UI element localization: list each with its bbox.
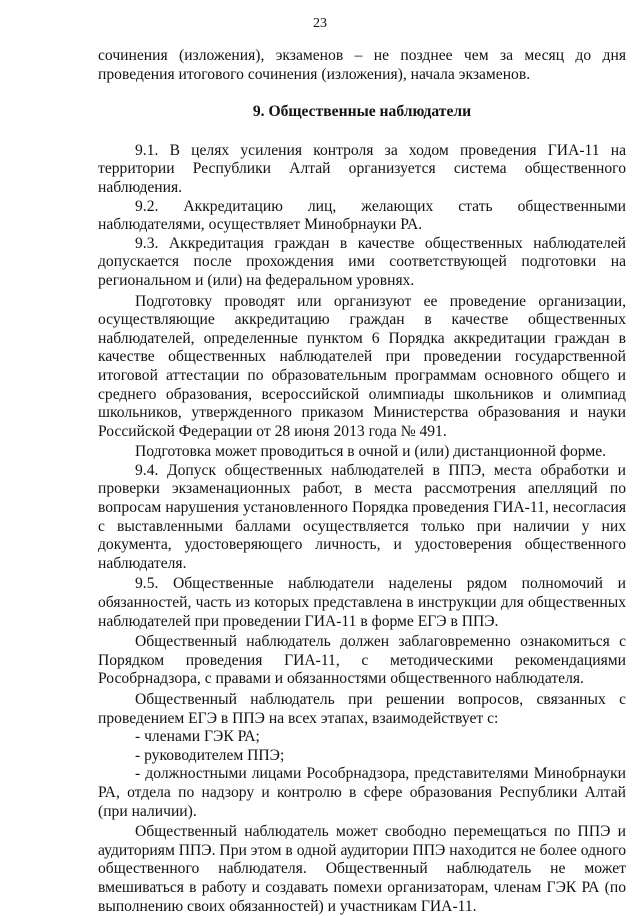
intro-paragraph: сочинения (изложения), экзаменов – не позднее чем за месяц до дня проведения итогового сочинения (изложения), начала экзаменов. <box>98 47 626 83</box>
paragraph-9-2: 9.2. Аккредитацию лиц, желающих стать общественными наблюдателями, осуществляет Минобрнауки РА. <box>98 197 626 234</box>
paragraph-9-5: 9.5. Общественные наблюдатели наделены рядом полномочий и обязанностей, часть из которых представлена в инструкции для общественных наблюдателей при проведении ГИА-11 в форме ЕГЭ в ППЭ. <box>98 575 626 630</box>
list-item: - должностными лицами Рособрнадзора, представителями Минобрнауки РА, отдела по надзору и контролю в сфере образования Республики Алтай (при наличии). <box>98 765 626 820</box>
paragraph-training: Подготовку проводят или организуют ее проведение организации, осуществляющие аккредитацию граждан в качестве общественных наблюдателей, определенные пунктом 6 Порядка аккредитации граждан в качестве общественных наблюдателей при проведении государственной итоговой аттестации по образовательным программам основного общего и среднего образования, всероссийской олимпиады школьников и олимпиад школьников, утвержденного приказом Министерства образования и науки Российской Федерации от 28 июня 2013 года № 491. <box>98 292 626 440</box>
paragraph-familiarize: Общественный наблюдатель должен заблаговременно ознакомиться с Порядком проведения ГИА-11, с методическими рекомендациями Рособрнадзора, с правами и обязанностями общественного наблюдателя. <box>98 633 626 688</box>
document-body <box>98 47 626 916</box>
paragraph-training-form: Подготовка может проводиться в очной и (или) дистанционной форме. <box>135 443 607 461</box>
list-item: - руководителем ППЭ; <box>135 746 285 764</box>
paragraph-9-1: 9.1. В целях усиления контроля за ходом проведения ГИА-11 на территории Республики Алтай организуется система общественного наблюдения. <box>98 141 626 196</box>
paragraph-interacts: Общественный наблюдатель при решении вопросов, связанных с проведением ЕГЭ в ППЭ на всех этапах, взаимодействует с: <box>98 691 626 727</box>
paragraph-movement: Общественный наблюдатель может свободно перемещаться по ППЭ и аудиториям ППЭ. При этом в одной аудитории ППЭ находится не более одного общественного наблюдателя. Общественный наблюдатель не может вмешиваться в работу и создавать помехи организаторам, членам ГЭК РА (по выполнению своих обязанностей) и участникам ГИА-11. <box>98 823 626 915</box>
paragraph-9-4: 9.4. Допуск общественных наблюдателей в ППЭ, места обработки и проверки экзаменационных работ, в места рассмотрения апелляций по вопросам нарушения установленного Порядка проведения ГИА-11, несогласия с выставленными баллами осуществляется только при наличии у них документа, удостоверяющего личность, и удостоверения общественного наблюдателя. <box>98 461 626 572</box>
section-heading: 9. Общественные наблюдатели <box>252 103 472 121</box>
list-item: - членами ГЭК РА; <box>135 728 260 746</box>
paragraph-9-3: 9.3. Аккредитация граждан в качестве общественных наблюдателей допускается после прохождения ими соответствующей подготовки на региональном и (или) на федеральном уровнях. <box>98 234 626 289</box>
page-number: 23 <box>313 16 327 31</box>
